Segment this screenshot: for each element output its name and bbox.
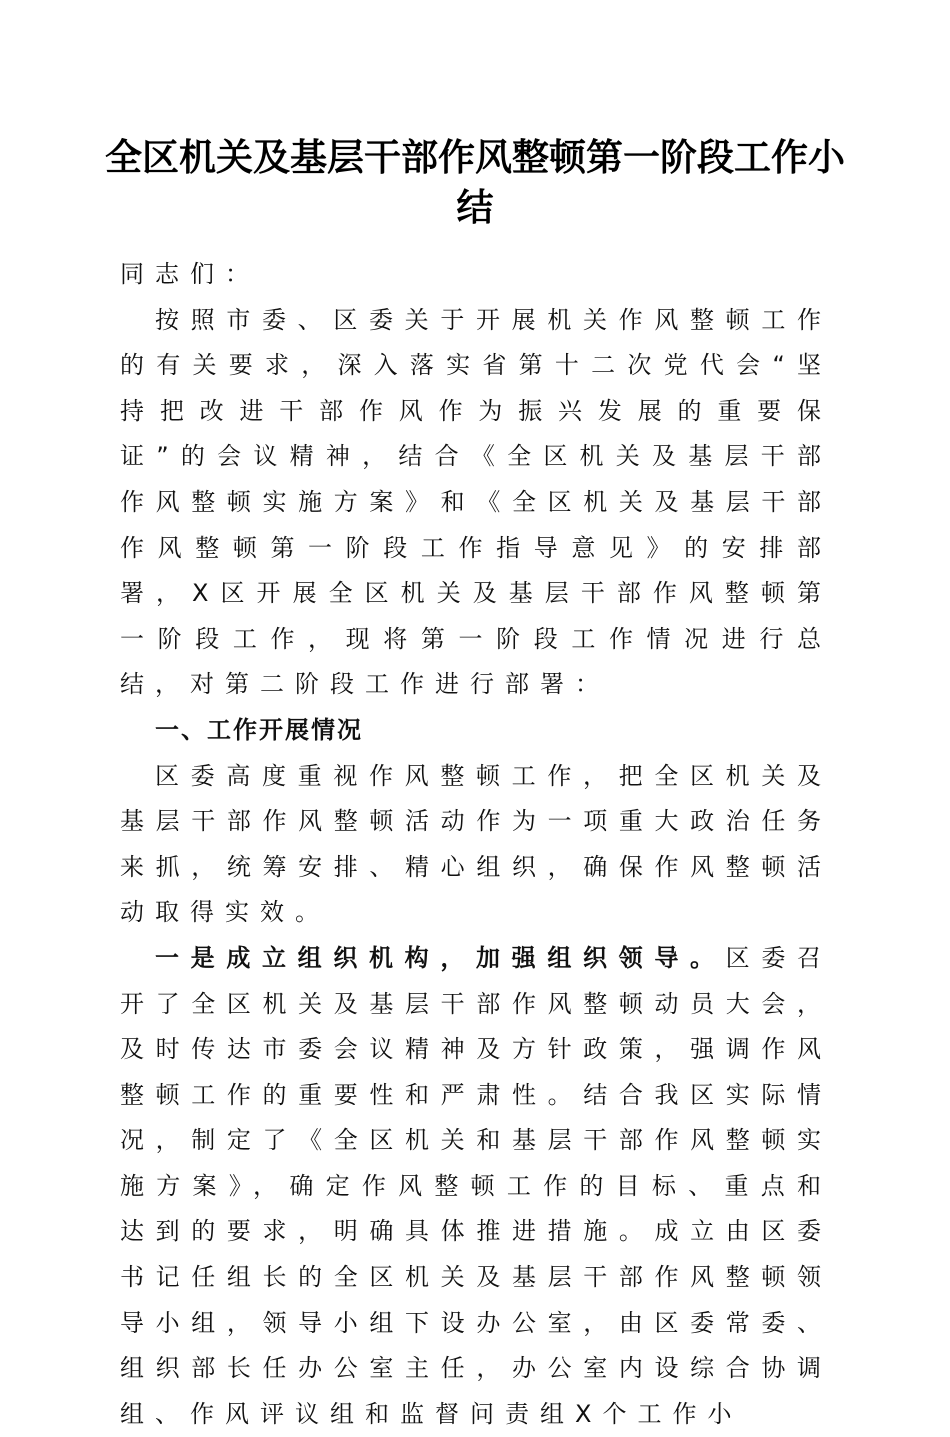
section-heading-1: 一、工作开展情况 xyxy=(155,715,363,744)
item-1-paragraph xyxy=(120,936,832,1437)
document-title xyxy=(100,132,850,232)
title-line-1: 全区机关及基层干部作风整顿第一阶段工作小 xyxy=(105,135,845,179)
document-body xyxy=(120,252,832,1437)
salutation: 同志们： xyxy=(120,260,260,288)
item-1-text: 区委召开了全区机关及基层干部作风整顿动员大会，及时传达市委会议精神及方针政策，强调作风整顿工作的重要性和严肃性。结合我区实际情况，制定了《全区机关和基层干部作风整顿实施方案》，确定作风整顿工作的目标、重点和达到的要求，明确具体推进措施。成立由区委书记任组长的全区机关及基层干部作风整顿领导小组，领导小组下设办公室，由区委常委、组织部长任办公室主任，办公室内设综合协调组、作风评议组和监督问责组X个工作小 xyxy=(120,943,833,1428)
item-1-lead: 一是成立组织机构，加强组织领导。 xyxy=(155,943,726,972)
intro-paragraph: 按照市委、区委关于开展机关作风整顿工作的有关要求，深入落实省第十二次党代会“坚持把改进干部作风作为振兴发展的重要保证”的会议精神，结合《全区机关及基层干部作风整顿实施方案》和《全区机关及基层干部作风整顿第一阶段工作指导意见》的安排部署，X区开展全区机关及基层干部作风整顿第一阶段工作，现将第一阶段工作情况进行总结，对第二阶段工作进行部署： xyxy=(120,305,832,699)
section-1-intro: 区委高度重视作风整顿工作，把全区机关及基层干部作风整顿活动作为一项重大政治任务来抓，统筹安排、精心组织，确保作风整顿活动取得实效。 xyxy=(120,761,832,927)
title-line-2: 结 xyxy=(456,185,494,229)
